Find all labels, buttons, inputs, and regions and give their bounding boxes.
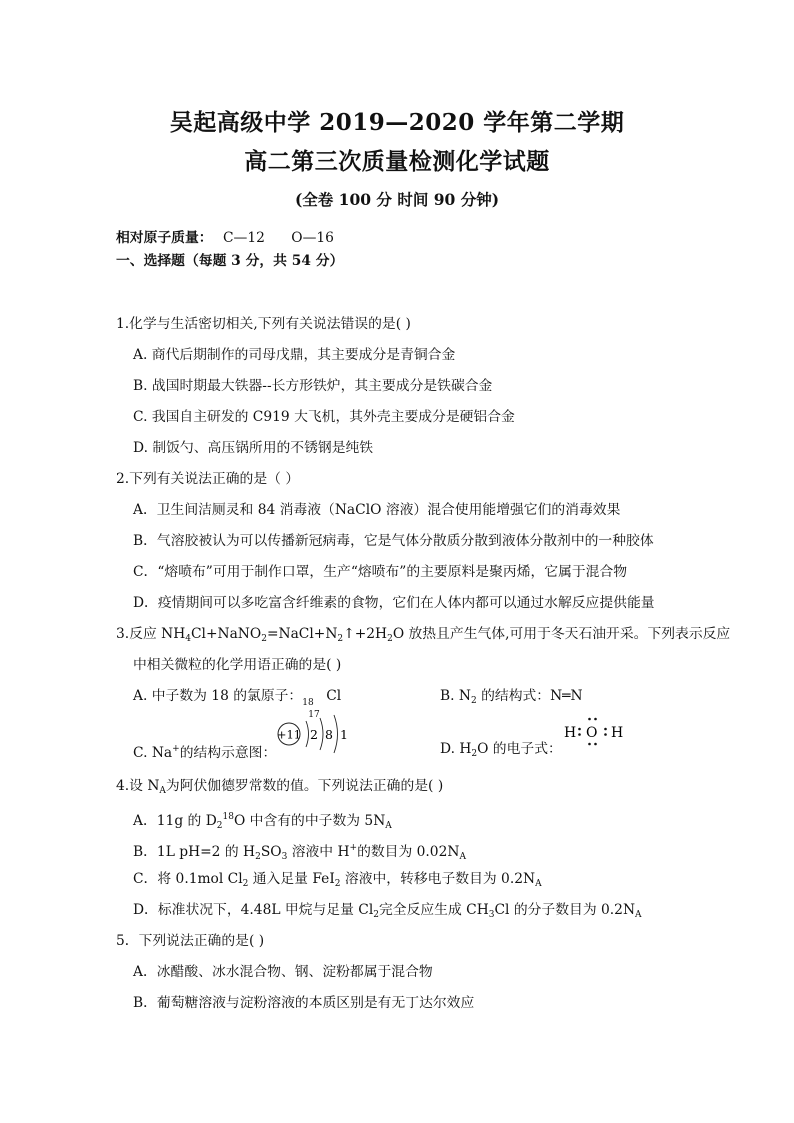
- q3-option-d: D. $H_2O$ 的电子式：: [440, 741, 562, 759]
- shell-arc-1: [306, 721, 309, 747]
- atomic-mass-c: C—12: [222, 230, 265, 246]
- q1-option-d: D. 制饭勺、高压锅所用的不锈钢是纯铁: [133, 440, 374, 456]
- nucleus-charge: +11: [276, 727, 302, 742]
- q2-option-d: D．疫情期间可以多吃富含纤维素的食物，它们在人体内都可以通过水解反应提供能量: [133, 595, 655, 611]
- hydrogen-atom-right: H: [611, 725, 624, 741]
- hydrogen-atom-left: H: [564, 725, 577, 741]
- exam-title-line2: 高二第三次质量检测化学试题: [244, 148, 550, 175]
- q1-option-b: B. 战国时期最大铁器--长方形铁炉，其主要成分是铁碳合金: [133, 378, 493, 394]
- atomic-mass-line: [116, 229, 334, 247]
- atomic-mass-o: O—16: [291, 230, 334, 246]
- q5-option-a: A．冰醋酸、冰水混合物、钢、淀粉都属于混合物: [133, 964, 433, 980]
- q2-option-c: C．“熔喷布”可用于制作口罩，生产“熔喷布”的主要原料是聚丙烯，它属于混合物: [133, 564, 628, 580]
- q3-stem: 3.反应 $NH_4Cl+NaNO_2=NaCl+N_2↑+2H_2O$ 放热且产生气体,可用于冬天石油开采。下列表示反应: [116, 626, 731, 644]
- section1-heading: 一、选择题（每题 3 分，共 54 分）: [116, 253, 344, 269]
- oxygen-atom: O: [586, 725, 598, 741]
- shell-arc-2: [320, 718, 323, 750]
- q2-option-a: A．卫生间洁厕灵和 84 消毒液（NaClO 溶液）混合使用能增强它们的消毒效果: [133, 502, 621, 518]
- q1-option-a: A. 商代后期制作的司母戊鼎，其主要成分是青铜合金: [133, 347, 456, 363]
- q2-option-b: B．气溶胶被认为可以传播新冠病毒，它是气体分散质分散到液体分散剂中的一种胶体: [133, 533, 654, 549]
- q1-stem: 1.化学与生活密切相关,下列有关说法错误的是( ): [116, 316, 411, 332]
- q5-stem: 5．下列说法正确的是( ): [116, 933, 265, 949]
- q4-option-d: D．标准状况下，4.48L 甲烷与足量 $Cl_2$完全反应生成 $CH_3Cl$ 的分子数目为 $0.2N_A$: [133, 902, 642, 920]
- q5-option-b: B．葡萄糖溶液与淀粉溶液的本质区别是有无丁达尔效应: [133, 995, 475, 1011]
- shell-electrons-2: 8: [325, 727, 333, 742]
- q4-option-a: A．11g 的 $D_2^{18}O$ 中含有的中子数为 $5N_A$: [133, 812, 392, 831]
- q4-stem: 4.设 $N_A$为阿伏伽德罗常数的值。下列说法正确的是( ): [116, 778, 444, 796]
- sodium-ion-structure-diagram: [270, 712, 360, 756]
- q4-option-c: C．将 0.1mol $Cl_2$ 通入足量 FeI$_2$ 溶液中，转移电子数目为 $0.2N_A$: [133, 871, 542, 889]
- q3-option-b: B. $N_2$ 的结构式：N═N: [440, 688, 583, 706]
- q3-option-c: C. Na+的结构示意图：: [133, 744, 277, 761]
- shell-electrons-1: 2: [310, 727, 318, 742]
- shell-arc-3: [334, 715, 338, 753]
- exam-subtitle: (全卷 100 分 时间 90 分钟): [294, 190, 500, 209]
- q1-option-c: C. 我国自主研发的 C919 大飞机，其外壳主要成分是硬铝合金: [133, 409, 515, 425]
- q3-stem-line2: 中相关微粒的化学用语正确的是( ): [133, 657, 342, 673]
- shell-electrons-3: 1: [340, 727, 348, 742]
- q3-option-a: A. 中子数为 18 的氯原子： 18 17 Cl: [133, 688, 342, 720]
- exam-title-line1: 吴起高级中学 2019—2020 学年第二学期: [169, 109, 625, 136]
- q4-option-b: B．1L pH=2 的 $H_2SO_3$ 溶液中 H+的数目为 $0.02N_A$: [133, 843, 466, 862]
- atomic-mass-label: 相对原子质量：: [116, 230, 213, 246]
- q2-stem: 2.下列有关说法正确的是（ ）: [116, 471, 300, 487]
- water-electron-formula: [558, 714, 624, 750]
